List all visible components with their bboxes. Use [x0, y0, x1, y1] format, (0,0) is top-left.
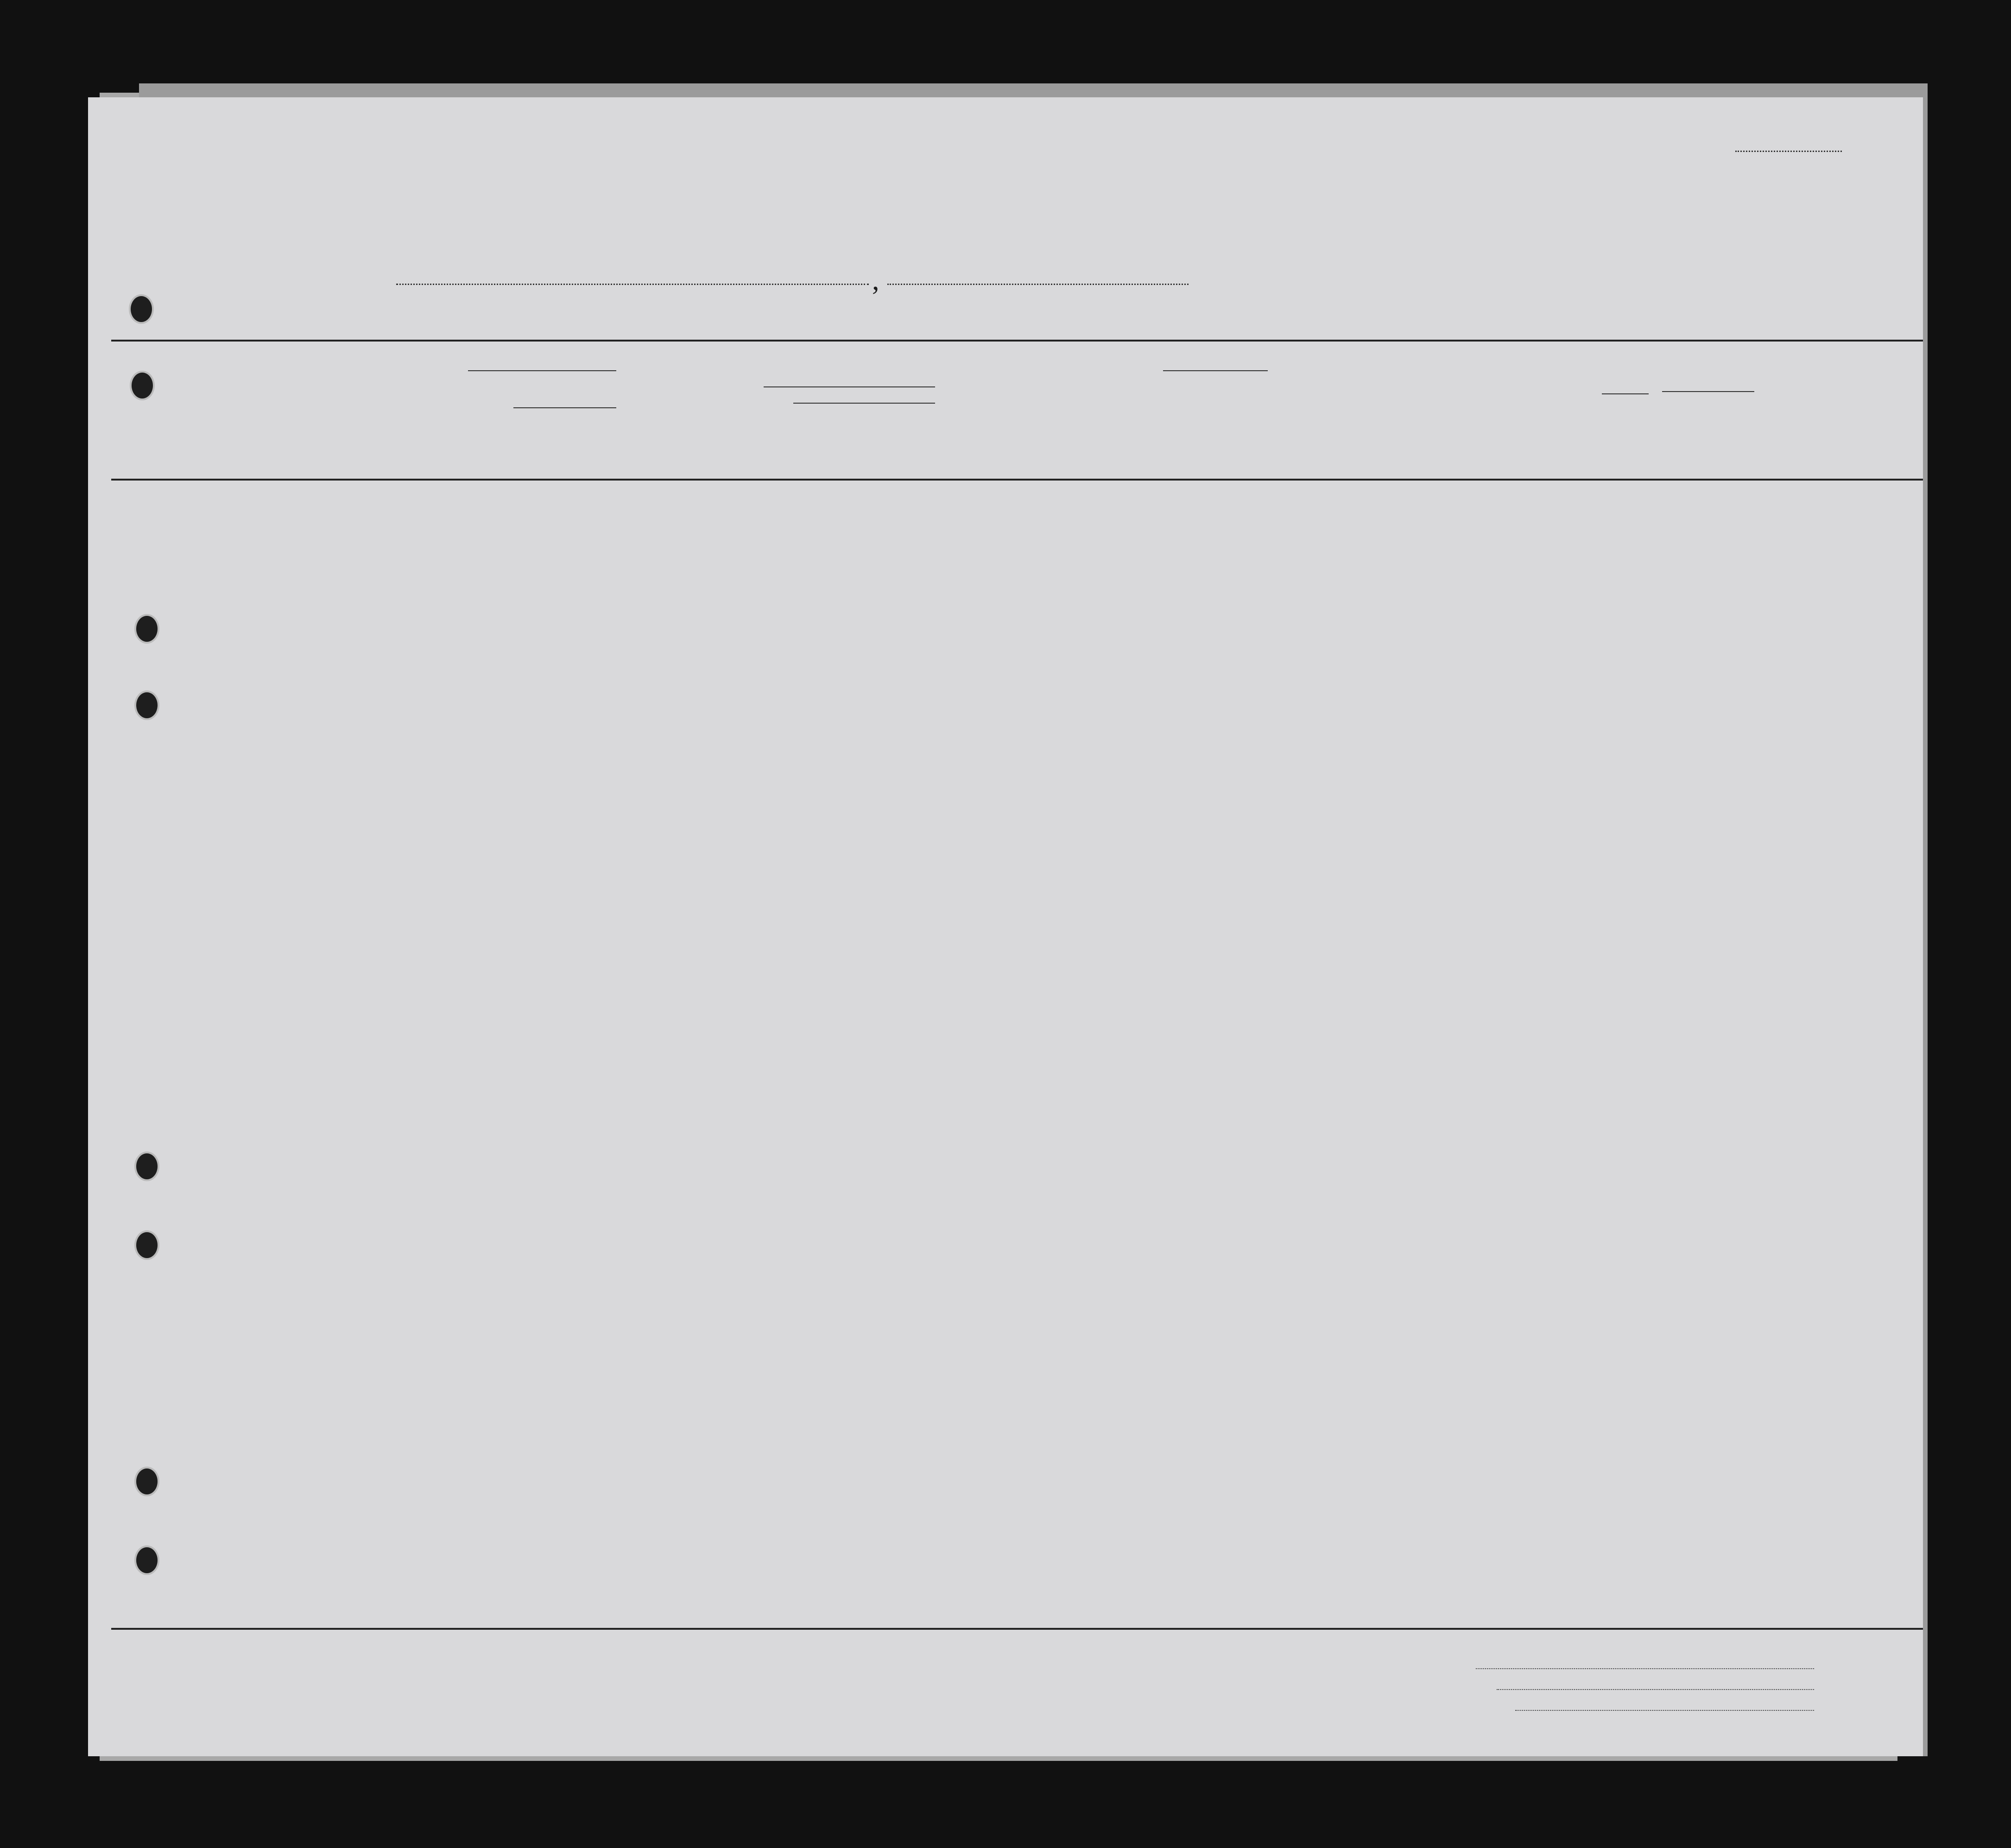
line-signature-line [1476, 1668, 1814, 1669]
agents-signature-line [1515, 1710, 1814, 1711]
comma: , [872, 265, 879, 296]
owners-signature-line [1497, 1689, 1814, 1690]
